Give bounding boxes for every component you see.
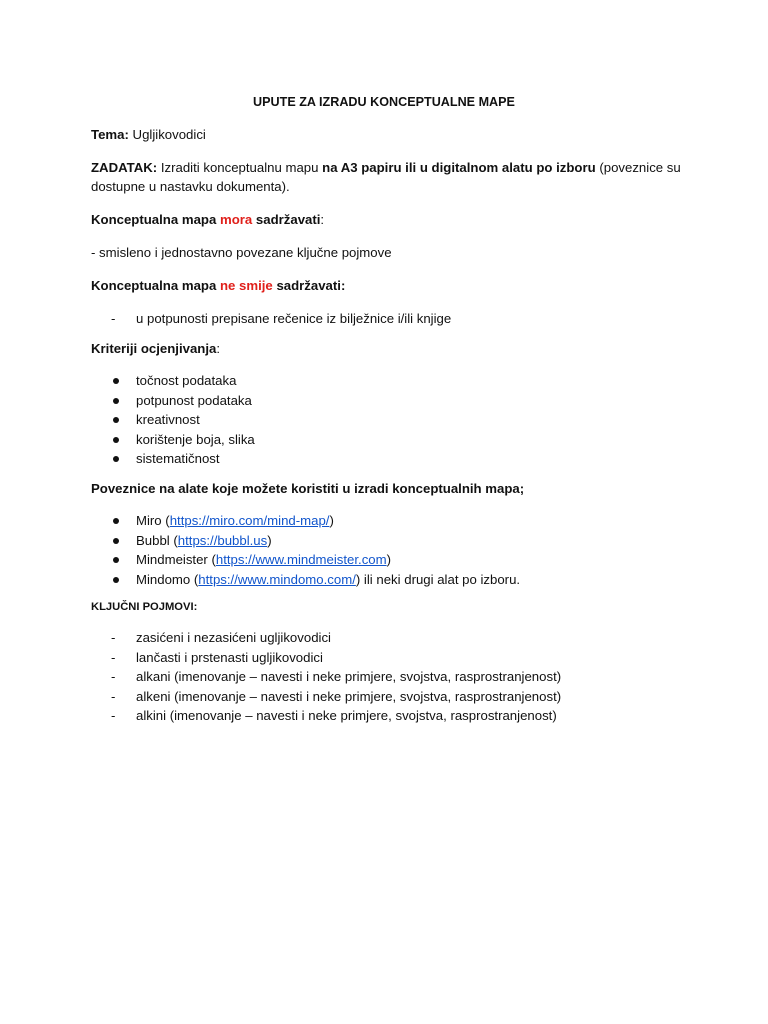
zadatak-label: ZADATAK: [91, 160, 158, 175]
mindmeister-link[interactable]: https://www.mindmeister.com [215, 552, 387, 567]
bullet-icon [113, 417, 119, 423]
kriteriji-heading [91, 339, 220, 358]
bullet-icon [113, 378, 119, 384]
list-item-text: u potpunosti prepisane rečenice iz bilježnice i/ili knjige [136, 311, 452, 326]
zadatak-text-1: Izraditi konceptualnu mapu [160, 160, 319, 175]
dash-marker: - [111, 708, 116, 723]
tool-name: Mindomo ( [136, 571, 199, 587]
list-item-text: točnost podataka [136, 373, 237, 388]
document-title: UPUTE ZA IZRADU KONCEPTUALNE MAPE [253, 95, 515, 109]
bullet-icon [113, 456, 119, 462]
dash-marker: - [111, 688, 116, 704]
list-item-text: kreativnost [136, 412, 200, 427]
ne-smije-heading [91, 276, 345, 295]
mora-highlight: mora [219, 212, 253, 227]
zadatak-line-2: dostupne u nastavku dokumenta). [91, 179, 290, 194]
dash-marker: - [111, 649, 116, 665]
ne-smije-highlight: ne smije [219, 278, 273, 293]
tool-after: ) ili neki drugi alat po izboru. [355, 571, 521, 587]
zadatak-text-2: (poveznice su [599, 160, 681, 175]
bullet-icon [113, 557, 119, 563]
list-item-text: potpunost podataka [136, 392, 252, 408]
bubbl-link[interactable]: https://bubbl.us [177, 532, 268, 548]
ne-smije-suffix: sadržavati: [276, 278, 346, 293]
tool-name: Bubbl ( [136, 532, 178, 548]
tema-line [91, 125, 206, 144]
dash-marker: - [111, 311, 116, 326]
tool-after: ) [386, 552, 392, 567]
dash-marker: - [111, 669, 116, 684]
kljucni-heading: KLJUČNI POJMOVI: [91, 601, 198, 613]
zadatak-bold: na A3 papiru ili u digitalnom alatu po izboru [322, 160, 596, 175]
bullet-icon [113, 518, 119, 524]
bullet-icon [113, 398, 119, 404]
bullet-icon [113, 577, 119, 583]
list-item-text: zasićeni i nezasićeni ugljikovodici [136, 630, 331, 645]
bullet-icon [113, 538, 119, 544]
tool-name: Miro ( [136, 513, 170, 528]
poveznice-heading-text: Poveznice na alate koje možete koristiti u izradi konceptualnih mapa; [91, 481, 525, 496]
list-item-text: sistematičnost [136, 451, 220, 466]
bullet-icon [113, 437, 119, 443]
zadatak-line-1 [91, 158, 681, 177]
tool-after: ) [267, 532, 272, 548]
mora-item: - smisleno i jednostavno povezane ključne pojmove [91, 245, 392, 260]
list-item-text: korištenje boja, slika [136, 431, 255, 447]
kriteriji-label: Kriteriji ocjenjivanja [91, 341, 217, 356]
miro-link[interactable]: https://miro.com/mind-map/ [169, 513, 330, 528]
list-item-text: alkeni (imenovanje – navesti i neke primjere, svojstva, rasprostranjenost) [136, 688, 562, 704]
poveznice-heading [91, 479, 524, 498]
tool-after: ) [329, 513, 334, 528]
mora-prefix: Konceptualna mapa [91, 212, 217, 227]
dash-marker: - [111, 630, 116, 645]
tema-label: Tema: [91, 127, 129, 142]
mora-colon: : [320, 212, 325, 227]
tema-value: Ugljikovodici [132, 127, 206, 142]
kriteriji-colon: : [216, 341, 220, 356]
mora-suffix: sadržavati [255, 212, 321, 227]
list-item-text: alkani (imenovanje – navesti i neke primjere, svojstva, rasprostranjenost) [136, 669, 562, 684]
mora-heading [91, 210, 324, 229]
tool-name: Mindmeister ( [136, 552, 216, 567]
mindomo-link[interactable]: https://www.mindomo.com/ [198, 571, 356, 587]
ne-smije-prefix: Konceptualna mapa [91, 278, 217, 293]
list-item-text: lančasti i prstenasti ugljikovodici [136, 649, 323, 665]
list-item-text: alkini (imenovanje – navesti i neke primjere, svojstva, rasprostranjenost) [136, 708, 557, 723]
